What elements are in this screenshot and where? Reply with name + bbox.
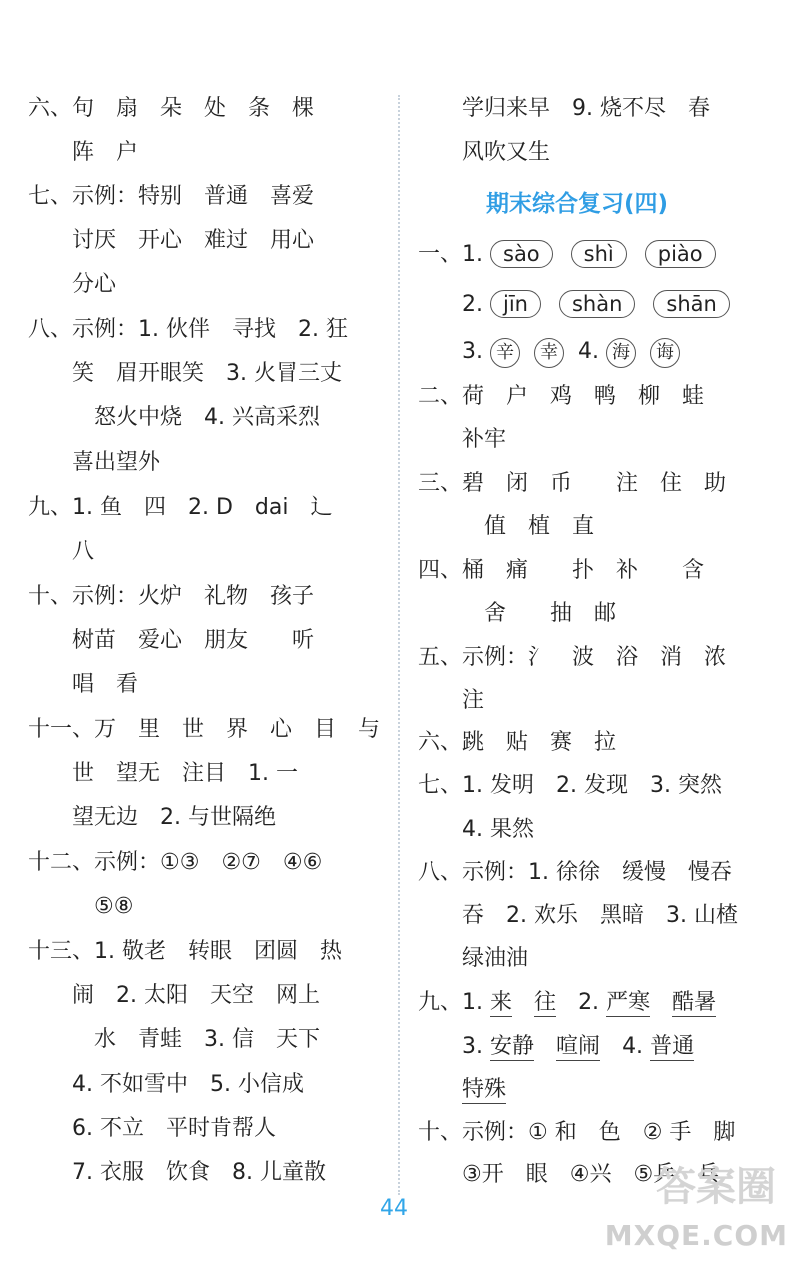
circled-char: 海 (606, 338, 636, 368)
text-line: 注 (418, 688, 485, 713)
underlined-word: 酷暑 (672, 990, 717, 1015)
underline-row-1 (418, 988, 716, 1018)
circled-char: 幸 (534, 338, 564, 368)
text-line: 十二、示例：①③ ②⑦ ④⑥ (28, 850, 323, 875)
text-line: 七、1. 发明 2. 发现 3. 突然 (418, 773, 722, 798)
text-line: 水 青蛙 3. 信 天下 (28, 1027, 320, 1052)
text-line: 十、示例：① 和 色 ② 手 脚 (418, 1120, 736, 1145)
underlined-word: 严寒 (606, 990, 651, 1015)
text-line: 喜出望外 (28, 450, 161, 475)
pinyin-row-1 (418, 240, 734, 270)
underlined-word: 往 (534, 990, 557, 1015)
text-line: 六、句 扇 朵 处 条 棵 (28, 96, 315, 121)
text-line: 世 望无 注目 1. 一 (28, 761, 298, 786)
text-line: 八、示例：1. 伙伴 寻找 2. 狂 (28, 317, 348, 342)
underline-row-3 (418, 1075, 506, 1105)
text-line: 分心 (28, 272, 117, 297)
underline-row-2 (418, 1032, 694, 1062)
text-line: 讨厌 开心 难过 用心 (28, 228, 315, 253)
text-line: 4. 不如雪中 5. 小信成 (28, 1072, 304, 1097)
column-divider (398, 95, 400, 1195)
text-line: 望无边 2. 与世隔绝 (28, 805, 276, 830)
text-line: 四、桶 痛 扑 补 含 (418, 558, 705, 583)
section-title: 期末综合复习(四) (486, 191, 669, 217)
text-line: 4. 果然 (418, 817, 534, 842)
item-prefix: 九、1. (418, 990, 483, 1015)
text-line: 怒火中烧 4. 兴高采烈 (28, 405, 320, 430)
item-prefix: 3. (418, 339, 483, 364)
underlined-word: 喧闹 (556, 1034, 601, 1059)
text-line: ③开 眼 ④兴 ⑤乒 乓 (418, 1162, 720, 1187)
circled-char-row (418, 337, 694, 367)
item-prefix: 3. (418, 1034, 483, 1059)
text-line: 绿油油 (418, 946, 529, 971)
text-line: 十一、万 里 世 界 心 目 与 (28, 717, 381, 742)
text-line: 6. 不立 平时肯帮人 (28, 1116, 276, 1141)
text-line: 7. 衣服 饮食 8. 儿童散 (28, 1160, 326, 1185)
pinyin-pill: shàn (559, 290, 635, 318)
text-line: 九、1. 鱼 四 2. D dai 辶 (28, 495, 333, 520)
pinyin-pill: shì (571, 240, 627, 268)
item-prefix: 一、1. (418, 242, 483, 267)
pinyin-pill: piào (645, 240, 716, 268)
text-line: 风吹又生 (418, 140, 551, 165)
pinyin-pill: jīn (490, 290, 541, 318)
watermark-logo: 答案圈 (656, 1164, 776, 1210)
text-line: 阵 户 (28, 140, 139, 165)
text-line: ⑤⑧ (28, 894, 134, 919)
item-prefix: 2. (578, 990, 600, 1015)
text-line: 唱 看 (28, 672, 139, 697)
pinyin-pill: sào (490, 240, 553, 268)
item-prefix: 4. (578, 339, 599, 364)
text-line: 五、示例：氵 波 浴 消 浓 (418, 645, 727, 670)
underlined-word: 特殊 (462, 1077, 507, 1102)
circled-char: 辛 (490, 338, 520, 368)
underlined-word: 来 (490, 990, 513, 1015)
watermark-url: MXQE.COM (604, 1219, 788, 1252)
text-line: 值 植 直 (418, 514, 595, 539)
text-line: 闹 2. 太阳 天空 网上 (28, 983, 320, 1008)
item-prefix: 4. (622, 1034, 644, 1059)
circled-char: 诲 (650, 338, 680, 368)
pinyin-row-2 (418, 290, 748, 320)
text-line: 三、碧 闭 币 注 住 助 (418, 471, 727, 496)
text-line: 八 (28, 539, 95, 564)
text-line: 八、示例：1. 徐徐 缓慢 慢吞 (418, 860, 732, 885)
text-line: 舍 抽 邮 (418, 601, 617, 626)
text-line: 树苗 爱心 朋友 听 (28, 628, 315, 653)
text-line: 笑 眉开眼笑 3. 火冒三丈 (28, 361, 342, 386)
underlined-word: 安静 (490, 1034, 535, 1059)
item-prefix: 2. (418, 292, 483, 317)
text-line: 六、跳 贴 赛 拉 (418, 730, 617, 755)
text-line: 十、示例：火炉 礼物 孩子 (28, 584, 315, 609)
text-line: 吞 2. 欢乐 黑暗 3. 山楂 (418, 903, 738, 928)
page-number: 44 (380, 1196, 408, 1221)
text-line: 学归来早 9. 烧不尽 春 (418, 96, 710, 121)
text-line: 七、示例：特别 普通 喜爱 (28, 184, 315, 209)
text-line: 补牢 (418, 427, 507, 452)
pinyin-pill: shān (653, 290, 729, 318)
text-line: 二、荷 户 鸡 鸭 柳 蛙 (418, 384, 705, 409)
underlined-word: 普通 (650, 1034, 695, 1059)
text-line: 十三、1. 敬老 转眼 团圆 热 (28, 939, 342, 964)
